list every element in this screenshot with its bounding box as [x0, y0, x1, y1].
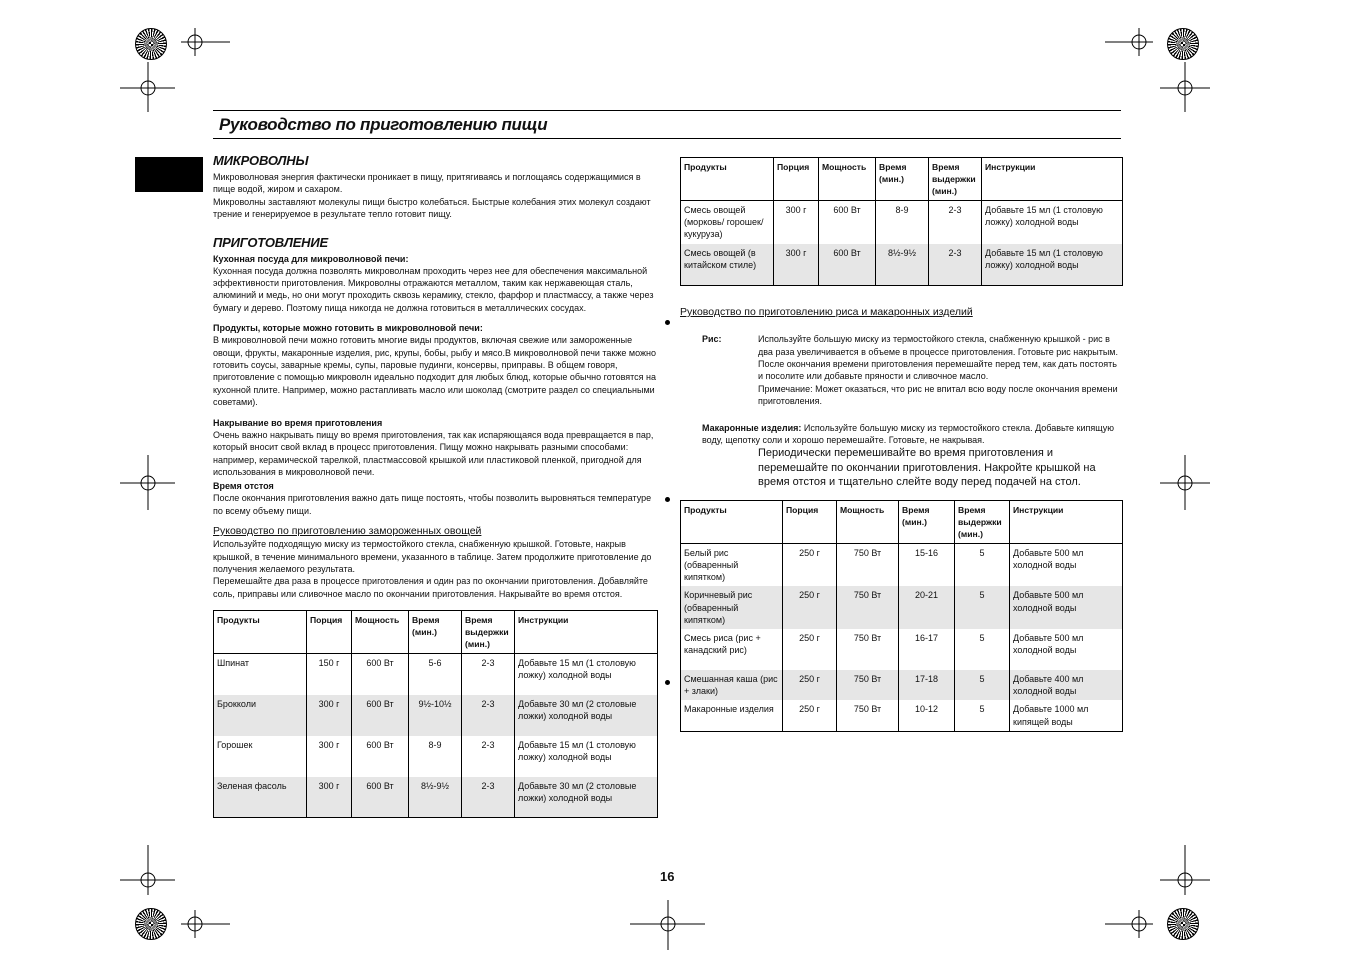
page-header	[213, 110, 1121, 139]
table-header-row	[681, 500, 1123, 543]
standing-cell: 5	[955, 670, 1010, 700]
instructions-cell: Добавьте 15 мл (1 столовую ложку) холодной воды	[982, 201, 1123, 244]
column-dot-icon	[665, 320, 670, 325]
time-cell: 5-6	[409, 654, 462, 695]
column-header: Инструкции	[982, 158, 1123, 201]
covering-subheading: Накрывание во время приготовления	[213, 417, 383, 428]
portion-cell: 250 г	[783, 629, 837, 670]
table-row	[681, 629, 1123, 670]
column-header: Инструкции	[515, 611, 658, 654]
column-header: Порция	[774, 158, 819, 201]
column-header: Мощность	[837, 500, 899, 543]
power-cell: 600 Вт	[352, 695, 409, 736]
microwaves-paragraph: Микроволновая энергия фактически проникает в пищу, притягиваясь и поглощаясь содержащимися в пище водой, жиром и сахаром.	[213, 172, 641, 195]
time-cell: 8-9	[409, 736, 462, 777]
table-row	[214, 736, 658, 777]
column-header: Время выдержки (мин.)	[462, 611, 515, 654]
portion-cell: 250 г	[783, 543, 837, 586]
portion-cell: 250 г	[783, 700, 837, 731]
table-row	[681, 244, 1123, 286]
frozen-heading: Руководство по приготовлению замороженных овощей	[213, 525, 482, 538]
rice-instructions	[680, 333, 1123, 490]
power-cell: 750 Вт	[837, 586, 899, 629]
product-cell: Белый рис (обваренный кипятком)	[681, 543, 783, 586]
column-header: Порция	[307, 611, 352, 654]
portion-cell: 300 г	[307, 695, 352, 736]
standing-cell: 2-3	[929, 244, 982, 286]
time-cell: 9½-10½	[409, 695, 462, 736]
column-header: Мощность	[819, 158, 876, 201]
table-row	[214, 654, 658, 695]
column-header: Инструкции	[1010, 500, 1123, 543]
portion-cell: 150 г	[307, 654, 352, 695]
page-title: Руководство по приготовлению пищи	[219, 115, 548, 134]
standing-cell: 2-3	[462, 736, 515, 777]
left-column	[213, 153, 658, 818]
rice-paragraph: После окончания времени приготовления перемешайте перед тем, как дать постоять и посолите или добавьте пряности и сливочное масло.	[758, 358, 1117, 382]
standing-cell: 2-3	[929, 201, 982, 244]
standing-cell: 5	[955, 586, 1010, 629]
column-header: Время (мин.)	[409, 611, 462, 654]
rice-paragraph: Примечание: Может оказаться, что рис не впитал всю воду после окончания времени приготовления.	[758, 383, 1118, 407]
column-header: Порция	[783, 500, 837, 543]
standing-subheading: Время отстоя	[213, 481, 274, 492]
time-cell: 20-21	[899, 586, 955, 629]
time-cell: 8½-9½	[876, 244, 929, 286]
column-header: Продукты	[681, 500, 783, 543]
mixed-vegetables-table	[680, 157, 1123, 286]
instructions-cell: Добавьте 1000 мл кипящей воды	[1010, 700, 1123, 731]
power-cell: 600 Вт	[352, 777, 409, 818]
product-cell: Горошек	[214, 736, 307, 777]
column-dot-icon	[665, 680, 670, 685]
column-header: Время (мин.)	[876, 158, 929, 201]
power-cell: 600 Вт	[352, 736, 409, 777]
instructions-cell: Добавьте 500 мл холодной воды	[1010, 586, 1123, 629]
standing-cell: 2-3	[462, 695, 515, 736]
product-cell: Смесь риса (рис + канадский рис)	[681, 629, 783, 670]
covering-text: Очень важно накрывать пищу во время приготовления, так как испаряющаяся вода превращается в пар, который вносит свой вклад в процесс приготовления. Пищу можно накрывать разными способами: например, керамической тарелкой, пластмассовой крышкой или пластиковой пленкой, пригодной для использования в микроволновой печи.	[213, 429, 654, 477]
product-cell: Смесь овощей (в китайском стиле)	[681, 244, 774, 286]
power-cell: 750 Вт	[837, 543, 899, 586]
page-number: 16	[660, 869, 675, 884]
column-header: Продукты	[214, 611, 307, 654]
instructions-cell: Добавьте 500 мл холодной воды	[1010, 629, 1123, 670]
time-cell: 17-18	[899, 670, 955, 700]
product-cell: Смешанная каша (рис + злаки)	[681, 670, 783, 700]
table-header-row	[214, 611, 658, 654]
pasta-paragraph: Периодически перемешивайте во время приготовления и перемешайте по окончании приготовления. Накройте крышкой на время отстоя и тщательно слейте воду перед подачей на стол.	[758, 447, 1096, 489]
product-cell: Шпинат	[214, 654, 307, 695]
microwaves-paragraph: Микроволны заставляют молекулы пищи быстро колебаться. Быстрые колебания этих молекул создают трение и генерируемое в результате тепло готовит пищу.	[213, 196, 651, 220]
power-cell: 600 Вт	[352, 654, 409, 695]
product-cell: Коричневый рис (обваренный кипятком)	[681, 586, 783, 629]
time-cell: 10-12	[899, 700, 955, 731]
table-row	[681, 586, 1123, 629]
product-cell: Макаронные изделия	[681, 700, 783, 731]
power-cell: 750 Вт	[837, 700, 899, 731]
frozen-paragraph: Используйте подходящую миску из термостойкого стекла, снабженную крышкой. Готовьте, накрыв крышкой, в течение минимального времени, указанного в таблице. Затем продолжите приготовление до получения желаемого результата.	[213, 539, 652, 574]
time-cell: 16-17	[899, 629, 955, 670]
standing-cell: 2-3	[462, 777, 515, 818]
instructions-cell: Добавьте 15 мл (1 столовую ложку) холодной воды	[515, 654, 658, 695]
standing-cell: 2-3	[462, 654, 515, 695]
foods-text: В микроволновой печи можно готовить многие виды продуктов, включая свежие или замороженные овощи, фрукты, макаронные изделия, рис, крупы, бобы, рыбу и мясо.В микроволновой печи также можно готовить соусы, заварные кремы, супы, паровые пудинги, консервы, приправы. В общем говоря, приготовление с помощью микроволн идеально подходит для любых блюд, которые обычно готовятся на кухонной плите. Например, можно растапливать масло или шоколад (смотрите раздел со специальными советами).	[213, 335, 656, 408]
cooking-heading: ПРИГОТОВЛЕНИЕ	[213, 234, 328, 250]
product-cell: Зеленая фасоль	[214, 777, 307, 818]
standing-text: После окончания приготовления важно дать пище постоять, чтобы позволить выровняться температуре по всему объему пищи.	[213, 493, 652, 516]
rice-paragraph: Используйте большую миску из термостойкого стекла, снабженную крышкой - рис в два раза увеличивается в объеме в процессе приготовления. Готовьте рис накрытым.	[758, 334, 1118, 357]
column-header: Время выдержки (мин.)	[929, 158, 982, 201]
power-cell: 600 Вт	[819, 201, 876, 244]
product-cell: Смесь овощей (морковь/ горошек/кукуруза)	[681, 201, 774, 244]
pasta-paragraph: Используйте большую миску из термостойкого стекла. Добавьте кипящую воду, щепотку соли и хорошо перемешайте. Готовьте, не накрывая.	[702, 422, 1115, 445]
time-cell: 15-16	[899, 543, 955, 586]
power-cell: 750 Вт	[837, 629, 899, 670]
instructions-cell: Добавьте 400 мл холодной воды	[1010, 670, 1123, 700]
column-header: Время (мин.)	[899, 500, 955, 543]
product-cell: Брокколи	[214, 695, 307, 736]
section-tab	[135, 157, 203, 192]
right-column	[680, 157, 1123, 732]
instructions-cell: Добавьте 500 мл холодной воды	[1010, 543, 1123, 586]
portion-cell: 250 г	[783, 586, 837, 629]
instructions-cell: Добавьте 15 мл (1 столовую ложку) холодной воды	[982, 244, 1123, 286]
frozen-vegetables-table	[213, 610, 658, 818]
instructions-cell: Добавьте 30 мл (2 столовые ложки) холодной воды	[515, 695, 658, 736]
portion-cell: 300 г	[774, 244, 819, 286]
rice-pasta-table	[680, 500, 1123, 732]
standing-cell: 5	[955, 629, 1010, 670]
table-row	[681, 201, 1123, 244]
standing-cell: 5	[955, 543, 1010, 586]
table-row	[214, 777, 658, 818]
frozen-paragraph: Перемешайте два раза в процессе приготовления и один раз по окончании приготовления. Добавляйте соль, приправы или сливочное масло по окончании приготовления. Накрывайте во время отстоя.	[213, 576, 648, 599]
column-dot-icon	[665, 497, 670, 502]
column-header: Мощность	[352, 611, 409, 654]
rice-heading: Руководство по приготовлению риса и макаронных изделий	[680, 306, 973, 319]
column-header: Время выдержки (мин.)	[955, 500, 1010, 543]
cookware-text: Кухонная посуда должна позволять микроволнам проходить через нее для обеспечения максимальной эффективности приготовления. Микроволны отражаются металлом, таким как нержавеющая сталь, алюминий и медь, но они могут проходить сквозь керамику, стекло, фарфор и пластмассу, а также через бумагу и дерево. Поэтому пища никогда не должна готовиться в металлических сосудах.	[213, 265, 654, 313]
portion-cell: 300 г	[774, 201, 819, 244]
portion-cell: 300 г	[307, 777, 352, 818]
time-cell: 8½-9½	[409, 777, 462, 818]
column-header: Продукты	[681, 158, 774, 201]
instructions-cell: Добавьте 30 мл (2 столовые ложки) холодной воды	[515, 777, 658, 818]
time-cell: 8-9	[876, 201, 929, 244]
microwaves-heading: МИКРОВОЛНЫ	[213, 153, 309, 168]
power-cell: 750 Вт	[837, 670, 899, 700]
foods-subheading: Продукты, которые можно готовить в микроволновой печи:	[213, 323, 483, 334]
cookware-subheading: Кухонная посуда для микроволновой печи:	[213, 253, 409, 264]
power-cell: 600 Вт	[819, 244, 876, 286]
portion-cell: 250 г	[783, 670, 837, 700]
instructions-cell: Добавьте 15 мл (1 столовую ложку) холодной воды	[515, 736, 658, 777]
pasta-label: Макаронные изделия:	[702, 422, 802, 433]
standing-cell: 5	[955, 700, 1010, 731]
rice-label: Рис:	[702, 334, 722, 345]
table-header-row	[681, 158, 1123, 201]
table-row	[681, 670, 1123, 700]
table-row	[681, 543, 1123, 586]
table-row	[214, 695, 658, 736]
portion-cell: 300 г	[307, 736, 352, 777]
table-row	[681, 700, 1123, 731]
